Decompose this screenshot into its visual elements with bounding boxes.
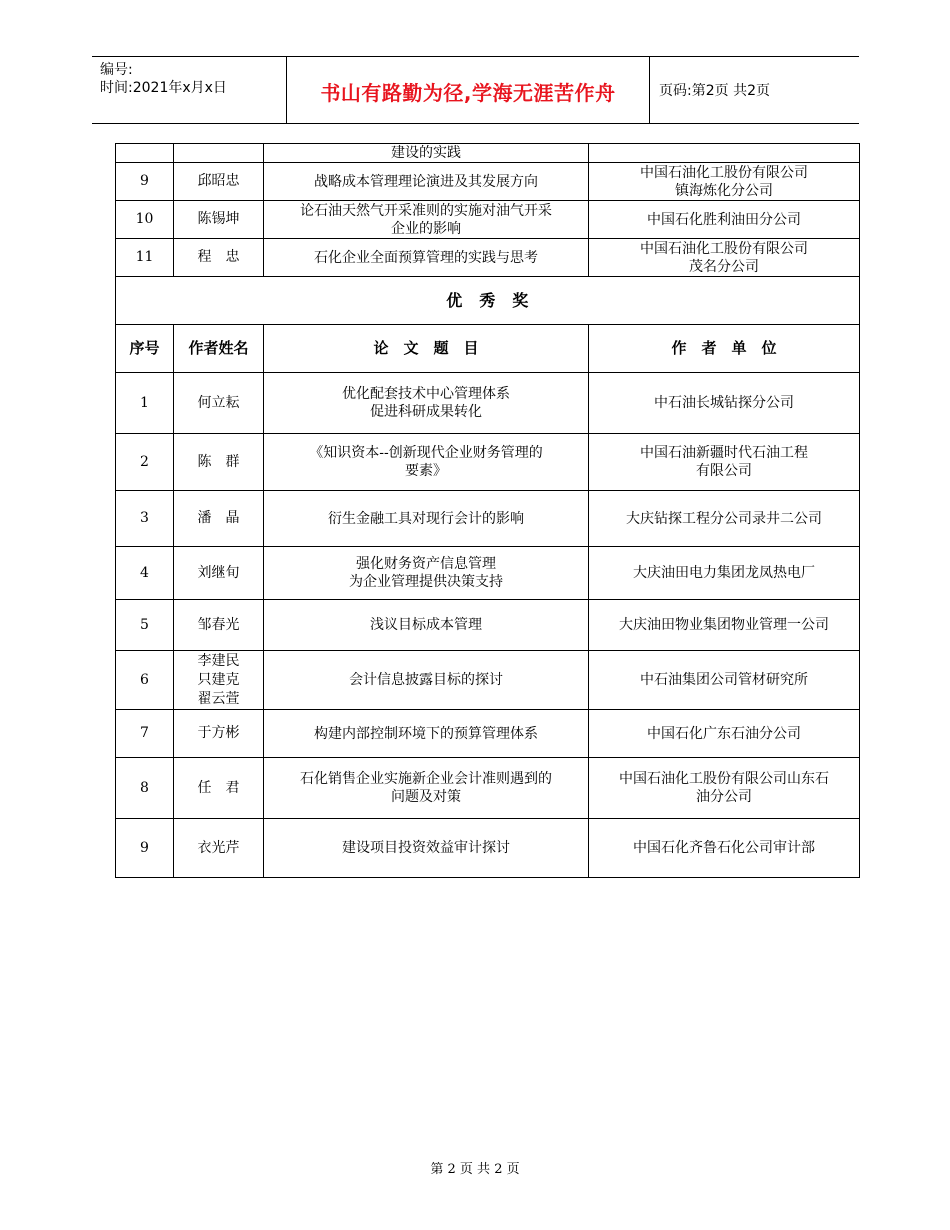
paper-title: 衍生金融工具对现行会计的影响 <box>264 491 589 547</box>
author-name: 陈锡坤 <box>174 201 264 239</box>
column-header-no: 序号 <box>116 325 174 373</box>
author-affiliation <box>589 144 860 163</box>
table-header-row <box>116 325 860 373</box>
paper-title: 会计信息披露目标的探讨 <box>264 651 589 710</box>
table-row <box>116 600 860 651</box>
column-header-title: 论 文 题 目 <box>264 325 589 373</box>
table-row <box>116 819 860 878</box>
row-number: 3 <box>116 491 174 547</box>
row-number: 10 <box>116 201 174 239</box>
section-title: 优 秀 奖 <box>116 277 860 325</box>
author-affiliation: 中石油集团公司管材研究所 <box>589 651 860 710</box>
paper-title: 建设项目投资效益审计探讨 <box>264 819 589 878</box>
row-number: 1 <box>116 373 174 434</box>
author-affiliation: 中国石油化工股份有限公司 镇海炼化分公司 <box>589 163 860 201</box>
author-name: 刘继旬 <box>174 547 264 600</box>
table-row <box>116 144 860 163</box>
table-row <box>116 434 860 491</box>
table-row <box>116 547 860 600</box>
paper-title: 《知识资本--创新现代企业财务管理的 要素》 <box>264 434 589 491</box>
author-name: 衣光芹 <box>174 819 264 878</box>
paper-title: 石化销售企业实施新企业会计准则遇到的 问题及对策 <box>264 758 589 819</box>
header-page-info: 页码:第2页 共2页 <box>659 83 770 99</box>
paper-title: 优化配套技术中心管理体系 促进科研成果转化 <box>264 373 589 434</box>
paper-title: 构建内部控制环境下的预算管理体系 <box>264 710 589 758</box>
table-row <box>116 201 860 239</box>
author-name: 于方彬 <box>174 710 264 758</box>
table-row <box>116 758 860 819</box>
paper-title: 石化企业全面预算管理的实践与思考 <box>264 239 589 277</box>
author-name: 李建民 只建克 翟云萱 <box>174 651 264 710</box>
page-header <box>92 56 859 124</box>
author-name: 邹春光 <box>174 600 264 651</box>
row-number: 9 <box>116 819 174 878</box>
author-affiliation: 中国石油化工股份有限公司山东石 油分公司 <box>589 758 860 819</box>
table-row <box>116 163 860 201</box>
author-name: 程 忠 <box>174 239 264 277</box>
page-footer: 第 2 页 共 2 页 <box>430 1162 520 1177</box>
table-row <box>116 239 860 277</box>
paper-title: 浅议目标成本管理 <box>264 600 589 651</box>
document-time-label: 时间:2021年x月x日 <box>100 80 227 96</box>
author-name: 何立耘 <box>174 373 264 434</box>
author-name: 任 君 <box>174 758 264 819</box>
table-row <box>116 491 860 547</box>
paper-title: 强化财务资产信息管理 为企业管理提供决策支持 <box>264 547 589 600</box>
author-name: 潘 晶 <box>174 491 264 547</box>
author-name: 邱昭忠 <box>174 163 264 201</box>
row-number: 6 <box>116 651 174 710</box>
author-affiliation: 中国石油新疆时代石油工程 有限公司 <box>589 434 860 491</box>
author-affiliation: 中国石油化工股份有限公司 茂名分公司 <box>589 239 860 277</box>
row-number: 8 <box>116 758 174 819</box>
author-affiliation: 中国石化齐鲁石化公司审计部 <box>589 819 860 878</box>
row-number: 11 <box>116 239 174 277</box>
author-affiliation: 中国石化广东石油分公司 <box>589 710 860 758</box>
row-number: 2 <box>116 434 174 491</box>
author-name: 陈 群 <box>174 434 264 491</box>
awards-table <box>115 143 860 878</box>
row-number: 5 <box>116 600 174 651</box>
column-header-affiliation: 作 者 单 位 <box>589 325 860 373</box>
row-number: 4 <box>116 547 174 600</box>
row-number: 7 <box>116 710 174 758</box>
row-number <box>116 144 174 163</box>
column-header-author: 作者姓名 <box>174 325 264 373</box>
author-affiliation: 大庆钻探工程分公司录井二公司 <box>589 491 860 547</box>
paper-title: 建设的实践 <box>264 144 589 163</box>
author-affiliation: 大庆油田物业集团物业管理一公司 <box>589 600 860 651</box>
author-affiliation: 大庆油田电力集团龙凤热电厂 <box>589 547 860 600</box>
row-number: 9 <box>116 163 174 201</box>
author-affiliation: 中石油长城钻探分公司 <box>589 373 860 434</box>
header-motto: 书山有路勤为径,学海无涯苦作舟 <box>320 81 616 105</box>
paper-title: 战略成本管理理论演进及其发展方向 <box>264 163 589 201</box>
author-name <box>174 144 264 163</box>
author-affiliation: 中国石化胜利油田分公司 <box>589 201 860 239</box>
section-heading-row <box>116 277 860 325</box>
header-divider <box>649 57 650 123</box>
table-row <box>116 710 860 758</box>
table-row <box>116 373 860 434</box>
paper-title: 论石油天然气开采准则的实施对油气开采 企业的影响 <box>264 201 589 239</box>
document-code-label: 编号: <box>100 62 133 78</box>
table-row <box>116 651 860 710</box>
